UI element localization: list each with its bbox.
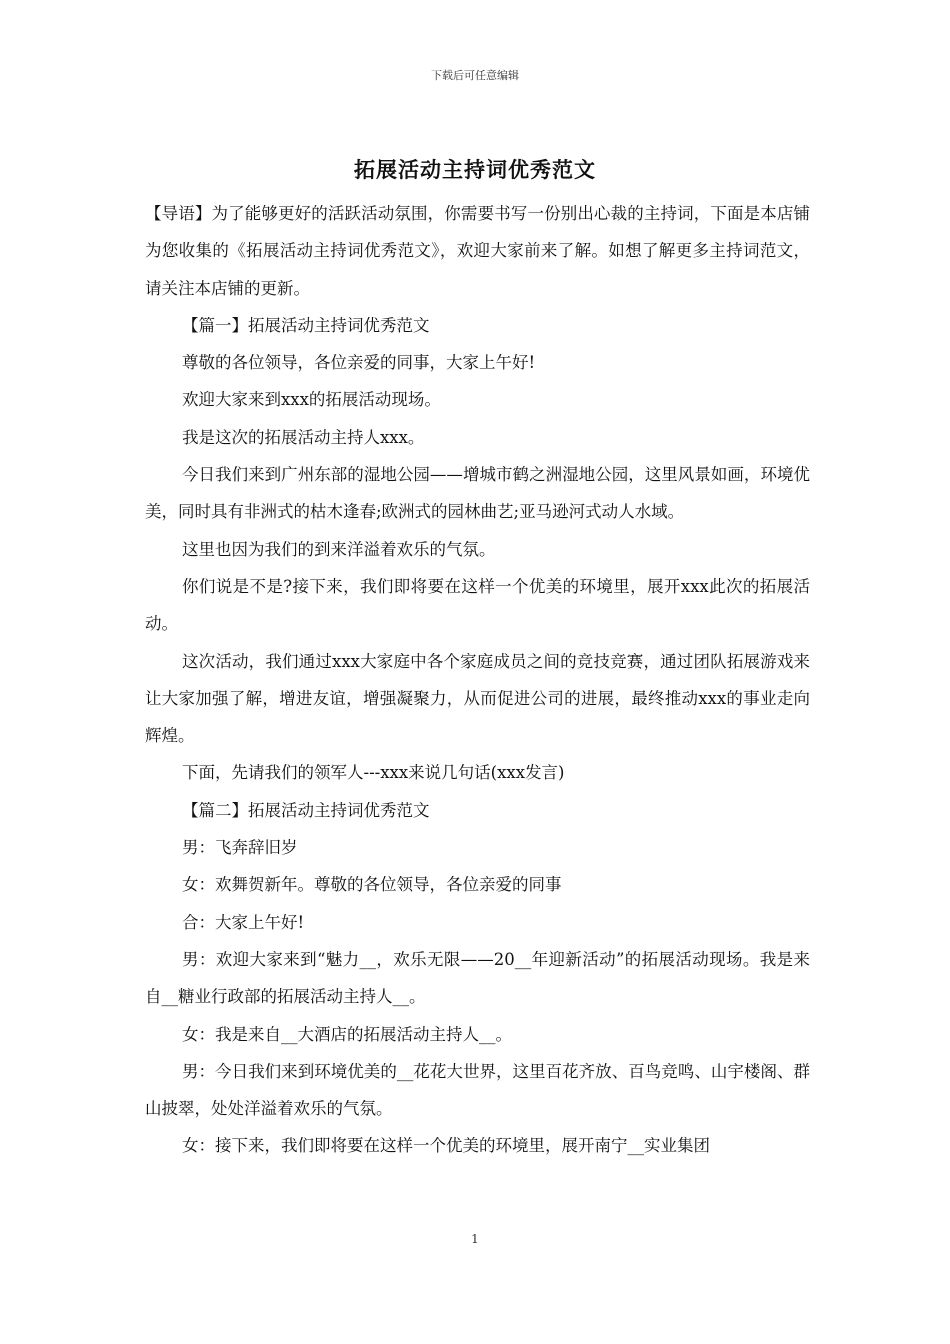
intro-paragraph: 【导语】为了能够更好的活跃活动氛围，你需要书写一份别出心裁的主持词，下面是本店铺为您收集的《拓展活动主持词优秀范文》，欢迎大家前来了解。如想了解更多主持词范文，请关注本店铺的更新。 [145,204,810,298]
body-paragraph: 你们说是不是?接下来，我们即将要在这样一个优美的环境里，展开xxx此次的拓展活动。 [145,576,810,634]
section-heading-1: 【篇一】拓展活动主持词优秀范文 [182,315,430,335]
body-paragraph: 今日我们来到广州东部的湿地公园——增城市鹤之洲湿地公园，这里风景如画，环境优美，同时具有非洲式的枯木逢春;欧洲式的园林曲艺;亚马逊河式动人水域。 [145,465,810,522]
page-header-note: 下载后可任意编辑 [431,69,519,82]
section-heading-2: 【篇二】拓展活动主持词优秀范文 [182,800,430,820]
dialogue-line: 男：飞奔辞旧岁 [182,838,298,858]
body-paragraph: 下面，先请我们的领军人---xxx来说几句话(xxx发言) [182,763,565,783]
body-paragraph: 尊敬的各位领导，各位亲爱的同事，大家上午好! [182,353,536,373]
dialogue-line: 女：欢舞贺新年。尊敬的各位领导，各位亲爱的同事 [182,875,562,895]
body-paragraph: 欢迎大家来到xxx的拓展活动现场。 [182,390,441,410]
body-paragraph: 这次活动，我们通过xxx大家庭中各个家庭成员之间的竞技竞赛，通过团队拓展游戏来让大家加强了解，增进友谊，增强凝聚力，从而促进公司的进展，最终推动xxx的事业走向辉煌。 [145,651,810,746]
body-paragraph: 我是这次的拓展活动主持人xxx。 [182,427,425,447]
dialogue-line: 合：大家上午好! [182,912,305,932]
dialogue-line: 女：我是来自__大酒店的拓展活动主持人__。 [182,1024,512,1044]
dialogue-line: 女：接下来，我们即将要在这样一个优美的环境里，展开南宁__实业集团 [182,1136,710,1156]
dialogue-line: 男：欢迎大家来到“魅力__，欢乐无限——20__年迎新活动”的拓展活动现场。我是来自__糖业行政部的拓展活动主持人__。 [145,949,810,1007]
document-title: 拓展活动主持词优秀范文 [354,158,596,182]
dialogue-line: 男：今日我们来到环境优美的__花花大世界，这里百花齐放、百鸟竞鸣、山宇楼阁、群山披翠，处处洋溢着欢乐的气氛。 [145,1061,810,1119]
page-number: 1 [471,1232,479,1246]
body-paragraph: 这里也因为我们的到来洋溢着欢乐的气氛。 [182,539,496,559]
document-body [145,195,810,1165]
